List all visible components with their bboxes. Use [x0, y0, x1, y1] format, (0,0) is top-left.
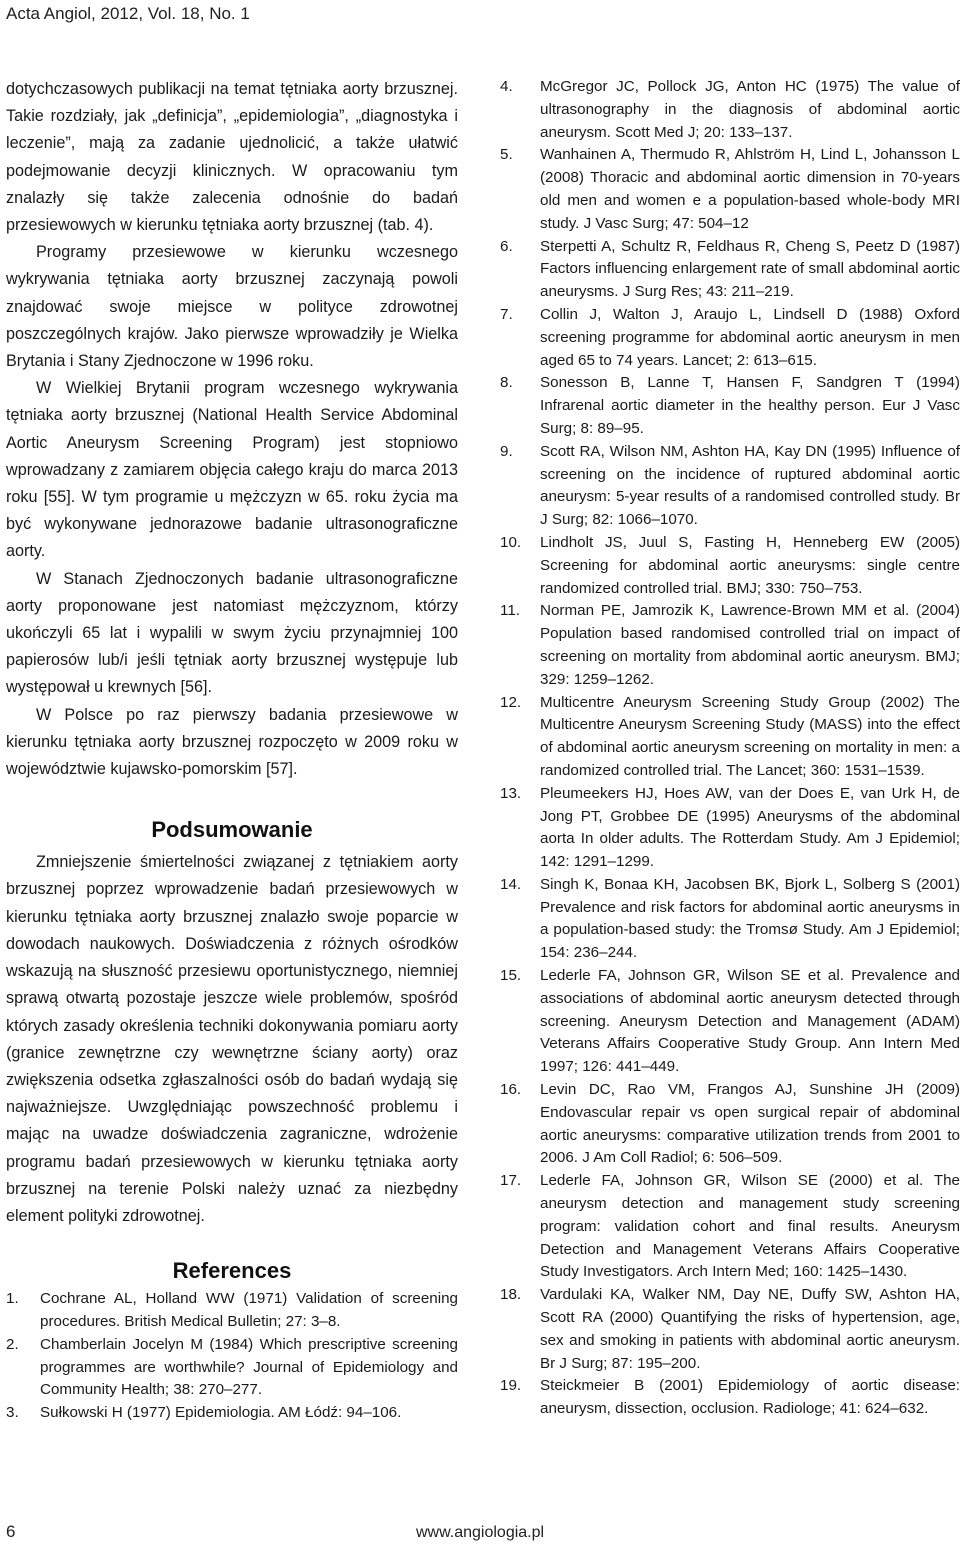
reference-number: 16. — [500, 1081, 522, 1099]
reference-number: 11. — [500, 602, 520, 620]
reference-text: Multicentre Aneurysm Screening Study Group (2002) The Multicentre Aneurysm Screening Study (MASS) into the effect of abdominal aortic aneurysm screening on mortality in men: a randomized controlled trial. The Lancet; 360: 1531–1539. — [540, 693, 960, 779]
reference-number: 8. — [500, 374, 513, 392]
reference-item — [500, 783, 960, 874]
page-number: 6 — [6, 1522, 16, 1541]
reference-item — [500, 692, 960, 783]
reference-text: Lederle FA, Johnson GR, Wilson SE et al. Prevalence and associations of abdominal aortic aneurysm detected through screening. Aneurysm Detection and Management (ADAM) Veterans Affairs Cooperative Study Group. Ann Intern Med 1997; 126: 441–449. — [540, 967, 960, 1076]
body-paragraph: dotychczasowych publikacji na temat tętniaka aorty brzusznej. Takie rozdziały, jak „definicja”, „epidemiologia”, „diagnostyka i leczenie”, mają za zadanie ujednolicić, a także ułatwić podejmowanie decyzji klinicznych. W opracowaniu tym znalazły się także zalecenia odnośnie do badań przesiewowych w kierunku tętniaka aorty brzusznej (tab. 4). — [6, 80, 458, 235]
reference-number: 9. — [500, 442, 513, 460]
right-column — [500, 76, 960, 1421]
reference-number: 1. — [6, 1290, 19, 1308]
reference-text: McGregor JC, Pollock JG, Anton HC (1975) The value of ultrasonography in the diagnosis of abdominal aortic aneurysm. Scott Med J; 20: 133–137. — [540, 78, 960, 141]
summary-paragraph: Zmniejszenie śmiertelności związanej z tętniakiem aorty brzusznej poprzez wprowadzenie badań przesiewowych w kierunku tętniaka aorty brzusznej znalazło swoje poparcie w dowodach naukowych. Doświadczenia z różnych ośrodków wskazują na słuszność przesiewu oportunistycznego, niemniej sprawą otwartą pozostaje jeszcze wiele problemów, spośród których zasady określenia techniki dokonywania pomiaru aorty (granice zewnętrzne czy wewnętrzne ściany aorty) oraz zwiększenia odsetka zgłaszalności osób do badań wydają się najważniejsze. Uwzględniając powszechność problemu i mając na uwadze doświadczenia zagraniczne, wdrożenie programu badań przesiewowych w kierunku tętniaka aorty brzusznej na terenie Polski należy uznać za niezbędny element polityki zdrowotnej. — [6, 853, 458, 1225]
reference-text: Cochrane AL, Holland WW (1971) Validation of screening procedures. British Medical Bulletin; 27: 3–8. — [40, 1290, 458, 1330]
reference-item — [500, 1079, 960, 1170]
reference-text: Chamberlain Jocelyn M (1984) Which prescriptive screening programmes are worthwhile? Journal of Epidemiology and Community Health; 38: 270–277. — [40, 1335, 458, 1399]
reference-text: Wanhainen A, Thermudo R, Ahlström H, Lind L, Johansson L (2008) Thoracic and abdominal aortic dimension in 70-years old men and women e a population-based whole-body MRI study. J Vasc Surg; 47: 504–12 — [540, 146, 960, 232]
reference-number: 12. — [500, 693, 522, 711]
reference-list-left — [6, 1288, 458, 1425]
section-heading-summary: Podsumowanie — [151, 817, 313, 843]
reference-item — [500, 1375, 960, 1421]
reference-number: 19. — [500, 1377, 522, 1395]
reference-number: 14. — [500, 875, 522, 893]
reference-text: Lederle FA, Johnson GR, Wilson SE (2000) et al. The aneurysm detection and management study screening program: validation cohort and final results. Aneurysm Detection and Management Veterans Affairs Cooperative Study Investigators. Arch Intern Med; 160: 1425–1430. — [540, 1172, 960, 1281]
reference-text: Collin J, Walton J, Araujo L, Lindsell D (1988) Oxford screening programme for abdominal aortic aneurysm in men aged 65 to 74 years. Lancet; 2: 613–615. — [540, 305, 960, 369]
reference-number: 10. — [500, 533, 522, 551]
reference-text: Steickmeier B (2001) Epidemiology of aortic disease: aneurysm, dissection, occlusion. Radiologe; 41: 624–632. — [540, 1377, 960, 1418]
reference-item — [500, 441, 960, 532]
reference-number: 4. — [500, 78, 513, 95]
reference-item — [6, 1334, 458, 1402]
reference-text: Pleumeekers HJ, Hoes AW, van der Does E, van Urk H, de Jong PT, Grobbee DE (1995) Aneurysms of the abdominal aorta In older adults. The Rotterdam Study. Am J Epidemiol; 142: 1291–1299. — [540, 784, 960, 871]
body-paragraph: Programy przesiewowe w kierunku wczesnego wykrywania tętniaka aorty brzusznej zaczynają powoli znajdować swoje miejsce w polityce zdrowotnej poszczególnych krajów. Jako pierwsze wprowadziły je Wielka Brytania i Stany Zjednoczone w 1996 roku. — [6, 243, 458, 371]
reference-item — [500, 965, 960, 1079]
reference-number: 2. — [6, 1335, 19, 1353]
reference-number: 13. — [500, 784, 522, 802]
reference-text: Sułkowski H (1977) Epidemiologia. AM Łódź: 94–106. — [40, 1404, 402, 1422]
reference-number: 6. — [500, 237, 513, 255]
reference-number: 7. — [500, 305, 513, 323]
footer-url: www.angiologia.pl — [416, 1524, 545, 1541]
references-heading: References — [172, 1258, 292, 1284]
reference-text: Lindholt JS, Juul S, Fasting H, Henneberg EW (2005) Screening for abdominal aortic aneurysms: single centre randomized controlled trial. BMJ; 330: 750–753. — [540, 533, 960, 597]
left-column — [6, 76, 458, 1425]
reference-item — [500, 372, 960, 440]
reference-number: 17. — [500, 1172, 522, 1190]
body-paragraph: W Wielkiej Brytanii program wczesnego wykrywania tętniaka aorty brzusznej (National Health Service Abdominal Aortic Aneurysm Screening Program) jest stopniowo wprowadzany z zamiarem objęcia całego kraju do marca 2013 roku [55]. W tym programie u mężczyzn w 65. roku życia ma być wykonywane jednorazowe badanie ultrasonograficzne aorty. — [6, 379, 458, 561]
reference-item — [6, 1288, 458, 1334]
reference-number: 15. — [500, 967, 522, 985]
reference-number: 5. — [500, 146, 513, 164]
reference-text: Vardulaki KA, Walker NM, Day NE, Duffy SW, Ashton HA, Scott RA (2000) Quantifying the risks of hypertension, age, sex and smoking in patients with abdominal aortic aneurysm. Br J Surg; 87: 195–200. — [540, 1286, 960, 1372]
running-head: Acta Angiol, 2012, Vol. 18, No. 1 — [6, 4, 250, 23]
reference-item — [500, 1284, 960, 1375]
reference-item — [500, 600, 960, 691]
reference-text: Sterpetti A, Schultz R, Feldhaus R, Cheng S, Peetz D (1987) Factors influencing enlargement rate of small abdominal aortic aneurysms. J Surg Res; 43: 211–219. — [540, 237, 960, 301]
body-paragraph: W Stanach Zjednoczonych badanie ultrasonograficzne aorty proponowane jest natomiast mężczyznom, którzy ukończyli 65 lat i wypalili w swym życiu przynajmniej 100 papierosów lub/i jeśli tętniak aorty brzusznej występuje lub występował u krewnych [56]. — [6, 569, 458, 697]
reference-text: Scott RA, Wilson NM, Ashton HA, Kay DN (1995) Influence of screening on the incidence of ruptured abdominal aortic aneurysm: 5-year results of a randomised controlled study. Br J Surg; 82: 1066–1070. — [540, 442, 960, 529]
reference-text: Levin DC, Rao VM, Frangos AJ, Sunshine JH (2009) Endovascular repair vs open surgical repair of abdominal aortic aneurysms: comparative utilization trends from 2001 to 2006. J Am Coll Radiol; 6: 506–509. — [540, 1081, 960, 1167]
reference-item — [6, 1402, 458, 1425]
reference-item — [500, 1170, 960, 1284]
reference-number: 3. — [6, 1404, 19, 1422]
reference-item — [500, 144, 960, 235]
reference-item — [500, 532, 960, 600]
reference-text: Sonesson B, Lanne T, Hansen F, Sandgren T (1994) Infrarenal aortic diameter in the healthy person. Eur J Vasc Surg; 8: 89–95. — [540, 374, 960, 437]
reference-item — [500, 874, 960, 965]
body-paragraph: W Polsce po raz pierwszy badania przesiewowe w kierunku tętniaka aorty brzusznej rozpoczęto w 2009 roku w województwie kujawsko-pomorskim [57]. — [6, 705, 458, 779]
reference-item — [500, 76, 960, 144]
reference-item — [500, 304, 960, 372]
reference-number: 18. — [500, 1286, 522, 1304]
reference-text: Singh K, Bonaa KH, Jacobsen BK, Bjork L, Solberg S (2001) Prevalence and risk factors for abdominal aortic aneurysms in a population-based study: the Tromsø Study. Am J Epidemiol; 154: 236–244. — [540, 875, 960, 962]
reference-list-right — [500, 76, 960, 1421]
reference-text: Norman PE, Jamrozik K, Lawrence-Brown MM et al. (2004) Population based randomised controlled trial on impact of screening on mortality from abdominal aortic aneurysm. BMJ; 329: 1259–1262. — [540, 602, 960, 688]
reference-item — [500, 236, 960, 304]
